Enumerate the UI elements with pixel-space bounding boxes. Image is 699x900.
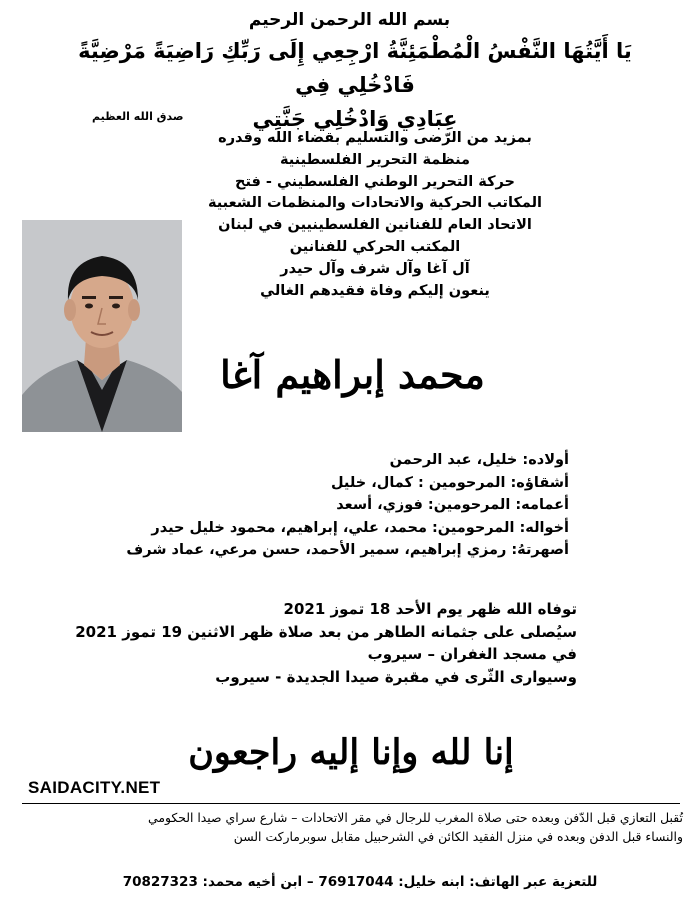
family-line: أصهرتهُ: رمزي إبراهيم، سمير الأحمد، حسن مرعي، عماد شرف [126,542,569,558]
detail-line: توفاه الله ظهر يوم الأحد 18 تموز 2021 [283,600,577,618]
announcer-line: الاتحاد العام للفنانين الفلسطينيين في لبنان [218,217,532,234]
family-line: أشقاؤه: المرحومين : كمال، خليل [330,474,569,491]
announcer-line: آل آغا وآل شرف وآل حيدر [280,260,470,277]
sadaq-allah-text: صدق الله العظيم [92,110,184,123]
divider [22,803,680,804]
funeral-details [75,598,577,688]
condolence-phones: للتعزية عبر الهاتف: ابنه خليل: 76917044 – ابن أخيه محمد: 70827323 [122,874,598,890]
quran-verse-line-2: عِبَادِي وَادْخُلِي جَنَّتِي [252,107,458,131]
detail-line: سيُصلى على جثمانه الطاهر من بعد صلاة ظهر الاثنين 19 تموز 2021 [75,622,577,641]
site-watermark: SAIDACITY.NET [28,778,161,797]
condolence-line: والنساء قبل الدفن وبعده في منزل الفقيد الكائن في الشرحبيل مقابل سوبرماركت السن [233,829,683,844]
family-line: أعمامه: المرحومين: فوزي، أسعد [336,497,569,513]
announcer-line: بمزيد من الرّضى والتسليم بقضاء الله وقدره [218,130,532,146]
announcer-line: المكتب الحركي للفنانين [289,238,461,255]
condolence-line: تُقبل التعازي قبل الدّفن وبعده حتى صلاة المغرب للرجال في مقر الاتحادات – شارع سراي صيدا الحكومي [148,810,683,825]
announcer-line: منظمة التحرير الفلسطينية [279,151,471,168]
family-block [126,449,569,562]
detail-line: وسيوارى الثّرى في مقبرة صيدا الجديدة - سيروب [215,667,577,686]
portrait-illustration [22,220,182,432]
announcer-line: حركة التحرير الوطني الفلسطيني - فتح [235,173,515,190]
condolence-notes [28,808,683,846]
deceased-photo [22,220,182,432]
deceased-name: محمد إبراهيم آغا [220,352,485,397]
quran-verse-line-1: يَا أَيَّتُهَا النَّفْسُ الْمُطْمَئِنَّةُ ارْجِعِي إِلَى رَبِّكِ رَاضِيَةً مَرْضِيَّةً فَادْخُلِي فِي [78,39,632,97]
announcer-line: المكاتب الحركية والاتحادات والمنظمات الشعبية [207,195,543,212]
basmala: بسم الله الرحمن الرحيم [248,10,451,30]
closing-phrase: إنا لله وإنا إليه راجعون [188,732,514,773]
announcers-block [180,128,570,302]
detail-line: في مسجد الغفران – سيروب [367,645,577,663]
announcer-line: ينعون إليكم وفاة فقيدهم الغالي [260,282,490,299]
family-line: أخواله: المرحومين: محمد، علي، إبراهيم، محمود خليل حيدر [151,519,569,536]
family-line: أولاده: خليل، عبد الرحمن [389,452,569,468]
